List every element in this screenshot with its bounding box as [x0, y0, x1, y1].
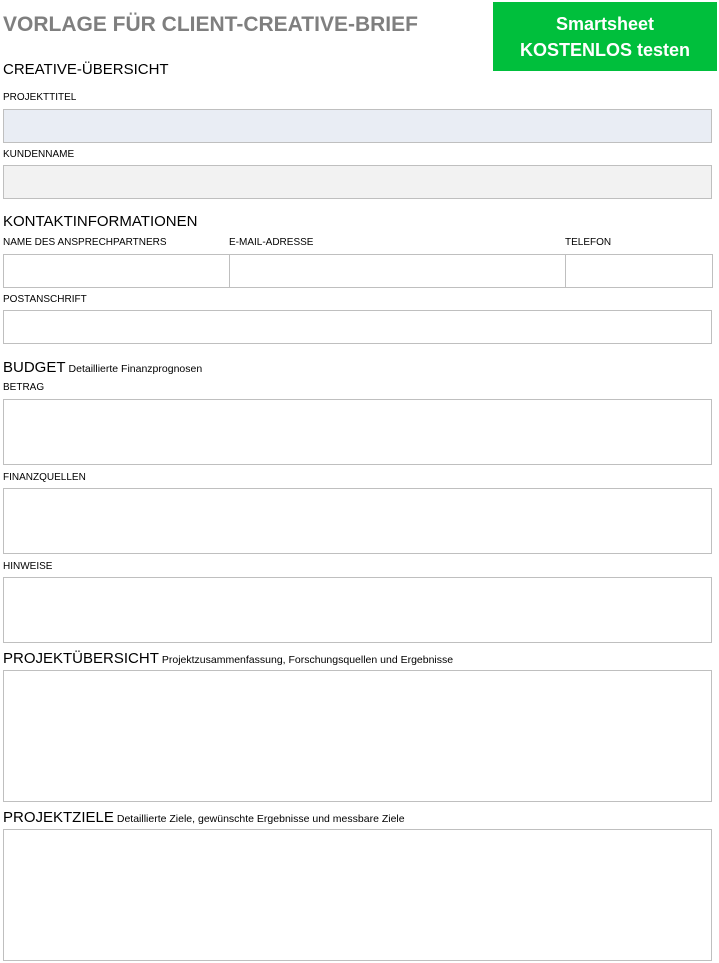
- budget-subheading: Detaillierte Finanzprognosen: [68, 363, 203, 375]
- project-overview-subheading: Projektzusammenfassung, Forschungsquellen und Ergebnisse: [161, 654, 454, 666]
- phone-label: TELEFON: [565, 237, 612, 248]
- client-name-label: KUNDENNAME: [3, 149, 75, 160]
- project-title-label: PROJEKTTITEL: [3, 92, 77, 103]
- postal-address-label: POSTANSCHRIFT: [3, 294, 87, 305]
- client-name-field[interactable]: [3, 165, 712, 199]
- notes-field[interactable]: [3, 577, 712, 643]
- cta-line-1: Smartsheet: [555, 13, 655, 34]
- budget-heading-text: BUDGET: [3, 359, 66, 376]
- contact-name-field[interactable]: [3, 254, 230, 288]
- project-goals-subheading: Detaillierte Ziele, gewünschte Ergebnisse und messbare Ziele: [116, 813, 405, 825]
- amount-label: BETRAG: [3, 382, 45, 393]
- project-overview-heading-text: PROJEKTÜBERSICHT: [3, 650, 159, 667]
- funding-sources-field[interactable]: [3, 488, 712, 554]
- project-goals-field[interactable]: [3, 829, 712, 961]
- project-overview-heading: [3, 650, 453, 667]
- email-field[interactable]: [230, 254, 566, 288]
- project-overview-field[interactable]: [3, 670, 712, 802]
- project-title-field[interactable]: [3, 109, 712, 143]
- creative-overview-heading: CREATIVE-ÜBERSICHT: [3, 61, 169, 78]
- notes-label: HINWEISE: [3, 561, 53, 572]
- funding-sources-label: FINANZQUELLEN: [3, 472, 86, 483]
- contact-info-heading: KONTAKTINFORMATIONEN: [3, 213, 198, 230]
- phone-field[interactable]: [566, 254, 713, 288]
- budget-heading: [3, 359, 202, 376]
- contact-name-label: NAME DES ANSPRECHPARTNERS: [3, 237, 167, 248]
- project-goals-heading-text: PROJEKTZIELE: [3, 809, 114, 826]
- project-goals-heading: [3, 809, 405, 826]
- page-title: VORLAGE FÜR CLIENT-CREATIVE-BRIEF: [3, 13, 418, 36]
- smartsheet-trial-button[interactable]: [493, 2, 717, 71]
- cta-line-2: KOSTENLOS testen: [519, 39, 691, 60]
- email-label: E-MAIL-ADRESSE: [229, 237, 314, 248]
- contact-fields-row: [3, 254, 713, 288]
- amount-field[interactable]: [3, 399, 712, 465]
- postal-address-field[interactable]: [3, 310, 712, 344]
